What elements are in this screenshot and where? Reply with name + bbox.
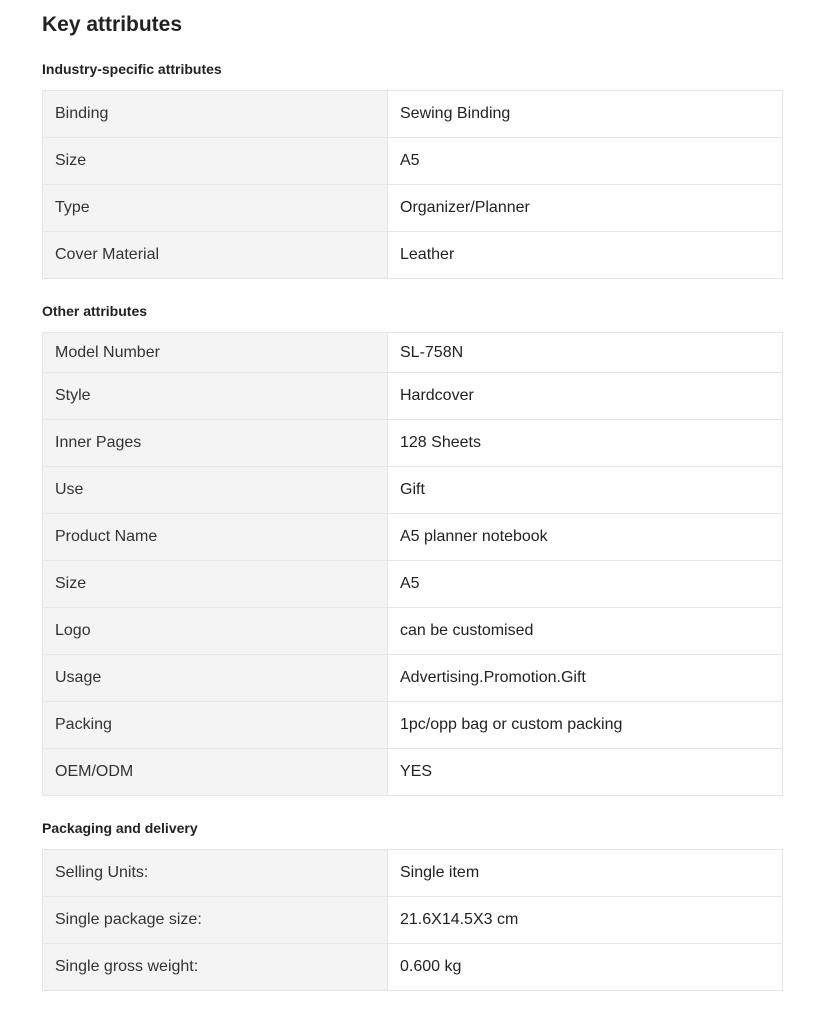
table-row [43,232,783,279]
attribute-key: Type [43,185,388,232]
attribute-key: Size [43,561,388,608]
attribute-key: Style [43,373,388,420]
attribute-value: can be customised [388,608,783,655]
attribute-value: Leather [388,232,783,279]
attribute-value: Hardcover [388,373,783,420]
industry-attributes-table [42,90,783,279]
packaging-delivery-table [42,849,783,991]
attribute-key: Packing [43,702,388,749]
attribute-value: YES [388,749,783,796]
attribute-value: 21.6X14.5X3 cm [388,897,783,944]
table-row [43,467,783,514]
table-row [43,185,783,232]
attribute-value: Organizer/Planner [388,185,783,232]
attribute-value: SL-758N [388,333,783,373]
table-row [43,420,783,467]
section-title-packaging-delivery: Packaging and delivery [42,820,198,836]
attribute-key: Single gross weight: [43,944,388,991]
attribute-key: OEM/ODM [43,749,388,796]
attribute-key: Use [43,467,388,514]
table-row [43,608,783,655]
attribute-key: Selling Units: [43,850,388,897]
table-row [43,749,783,796]
attribute-key: Model Number [43,333,388,373]
attribute-value: A5 [388,561,783,608]
table-row [43,944,783,991]
attribute-value: Single item [388,850,783,897]
section-title-industry-specific: Industry-specific attributes [42,61,222,77]
attribute-value: Gift [388,467,783,514]
table-row [43,561,783,608]
attribute-value: 1pc/opp bag or custom packing [388,702,783,749]
attribute-key: Binding [43,91,388,138]
table-row [43,897,783,944]
attribute-key: Size [43,138,388,185]
table-row [43,702,783,749]
attribute-key: Usage [43,655,388,702]
attribute-value: Advertising.Promotion.Gift [388,655,783,702]
table-row [43,91,783,138]
table-row [43,514,783,561]
table-row [43,655,783,702]
attribute-key: Single package size: [43,897,388,944]
attribute-value: Sewing Binding [388,91,783,138]
page-title: Key attributes [42,13,183,36]
attribute-key: Product Name [43,514,388,561]
attribute-key: Cover Material [43,232,388,279]
attribute-value: A5 planner notebook [388,514,783,561]
key-attributes-panel [42,0,783,991]
table-row [43,138,783,185]
attribute-value: 0.600 kg [388,944,783,991]
table-row [43,333,783,373]
attribute-key: Logo [43,608,388,655]
other-attributes-table [42,332,783,796]
attribute-value: 128 Sheets [388,420,783,467]
attribute-value: A5 [388,138,783,185]
attribute-key: Inner Pages [43,420,388,467]
table-row [43,373,783,420]
table-row [43,850,783,897]
section-title-other: Other attributes [42,303,148,319]
